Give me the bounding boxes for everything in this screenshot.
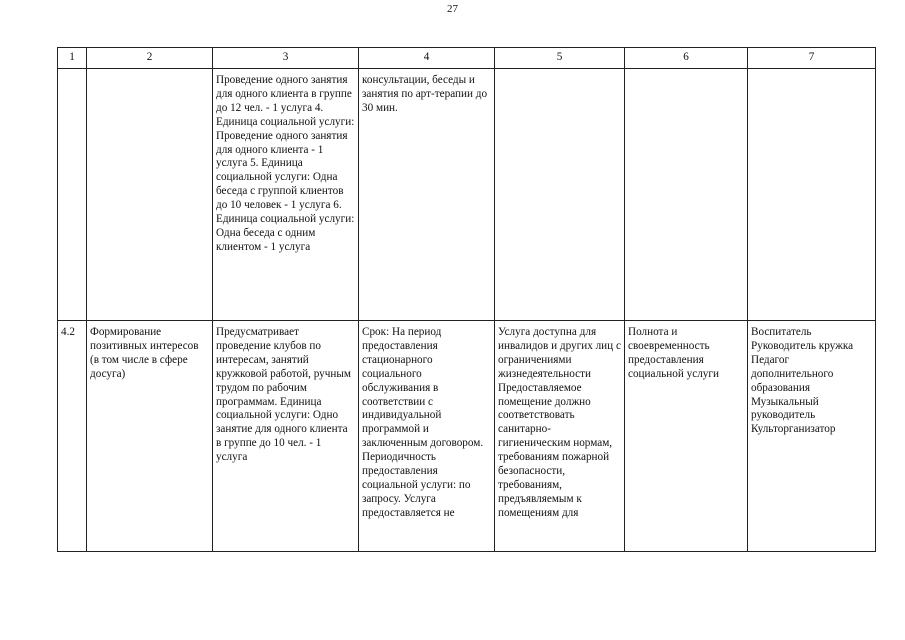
column-header: 2 xyxy=(87,48,213,69)
column-header: 7 xyxy=(748,48,876,69)
cell-staff: Воспитатель Руководитель кружка Педагог дополнительного образования Музыкальный руководитель Культорганизатор xyxy=(748,321,876,552)
cell-quality: Полнота и своевременность предоставления социальной услуги xyxy=(625,321,748,552)
column-header: 3 xyxy=(213,48,359,69)
cell-number xyxy=(58,69,87,321)
cell-terms: Срок: На период предоставления стационарного социального обслуживания в соответствии с индивидуальной программой и заключенным договором. Периодичность предоставления социальной услуги: по запросу. Услуга предоставляется не xyxy=(359,321,495,552)
table-header-row xyxy=(58,48,876,69)
column-header: 6 xyxy=(625,48,748,69)
cell-quality xyxy=(625,69,748,321)
page-number: 27 xyxy=(447,3,458,15)
cell-description: Предусматривает проведение клубов по интересам, занятий кружковой работой, ручным трудом по рабочим программам. Единица социальной услуги: Одно занятие для одного клиента в группе до 10 чел. - 1 услуга xyxy=(213,321,359,552)
cell-service-name xyxy=(87,69,213,321)
column-header: 4 xyxy=(359,48,495,69)
column-header: 1 xyxy=(58,48,87,69)
cell-number: 4.2 xyxy=(58,321,87,552)
column-header: 5 xyxy=(495,48,625,69)
table-row xyxy=(58,321,876,552)
services-table xyxy=(57,47,876,552)
table-row xyxy=(58,69,876,321)
cell-conditions xyxy=(495,69,625,321)
cell-description: Проведение одного занятия для одного клиента в группе до 12 чел. - 1 услуга 4. Единица социальной услуги: Проведение одного занятия для одного клиента - 1 услуга 5. Единица социальной услуги: Одна беседа с группой клиентов до 10 человек - 1 услуга 6. Единица социальной услуги: Одна беседа с одним клиентом - 1 услуга xyxy=(213,69,359,321)
cell-terms: консультации, беседы и занятия по арт-терапии до 30 мин. xyxy=(359,69,495,321)
cell-staff xyxy=(748,69,876,321)
cell-conditions: Услуга доступна для инвалидов и других лиц с ограничениями жизнедеятельности Предоставляемое помещение должно соответствовать санитарно-гигиеническим нормам, требованиям пожарной безопасности, требованиям, предъявляемым к помещениям для xyxy=(495,321,625,552)
cell-service-name: Формирование позитивных интересов (в том числе в сфере досуга) xyxy=(87,321,213,552)
